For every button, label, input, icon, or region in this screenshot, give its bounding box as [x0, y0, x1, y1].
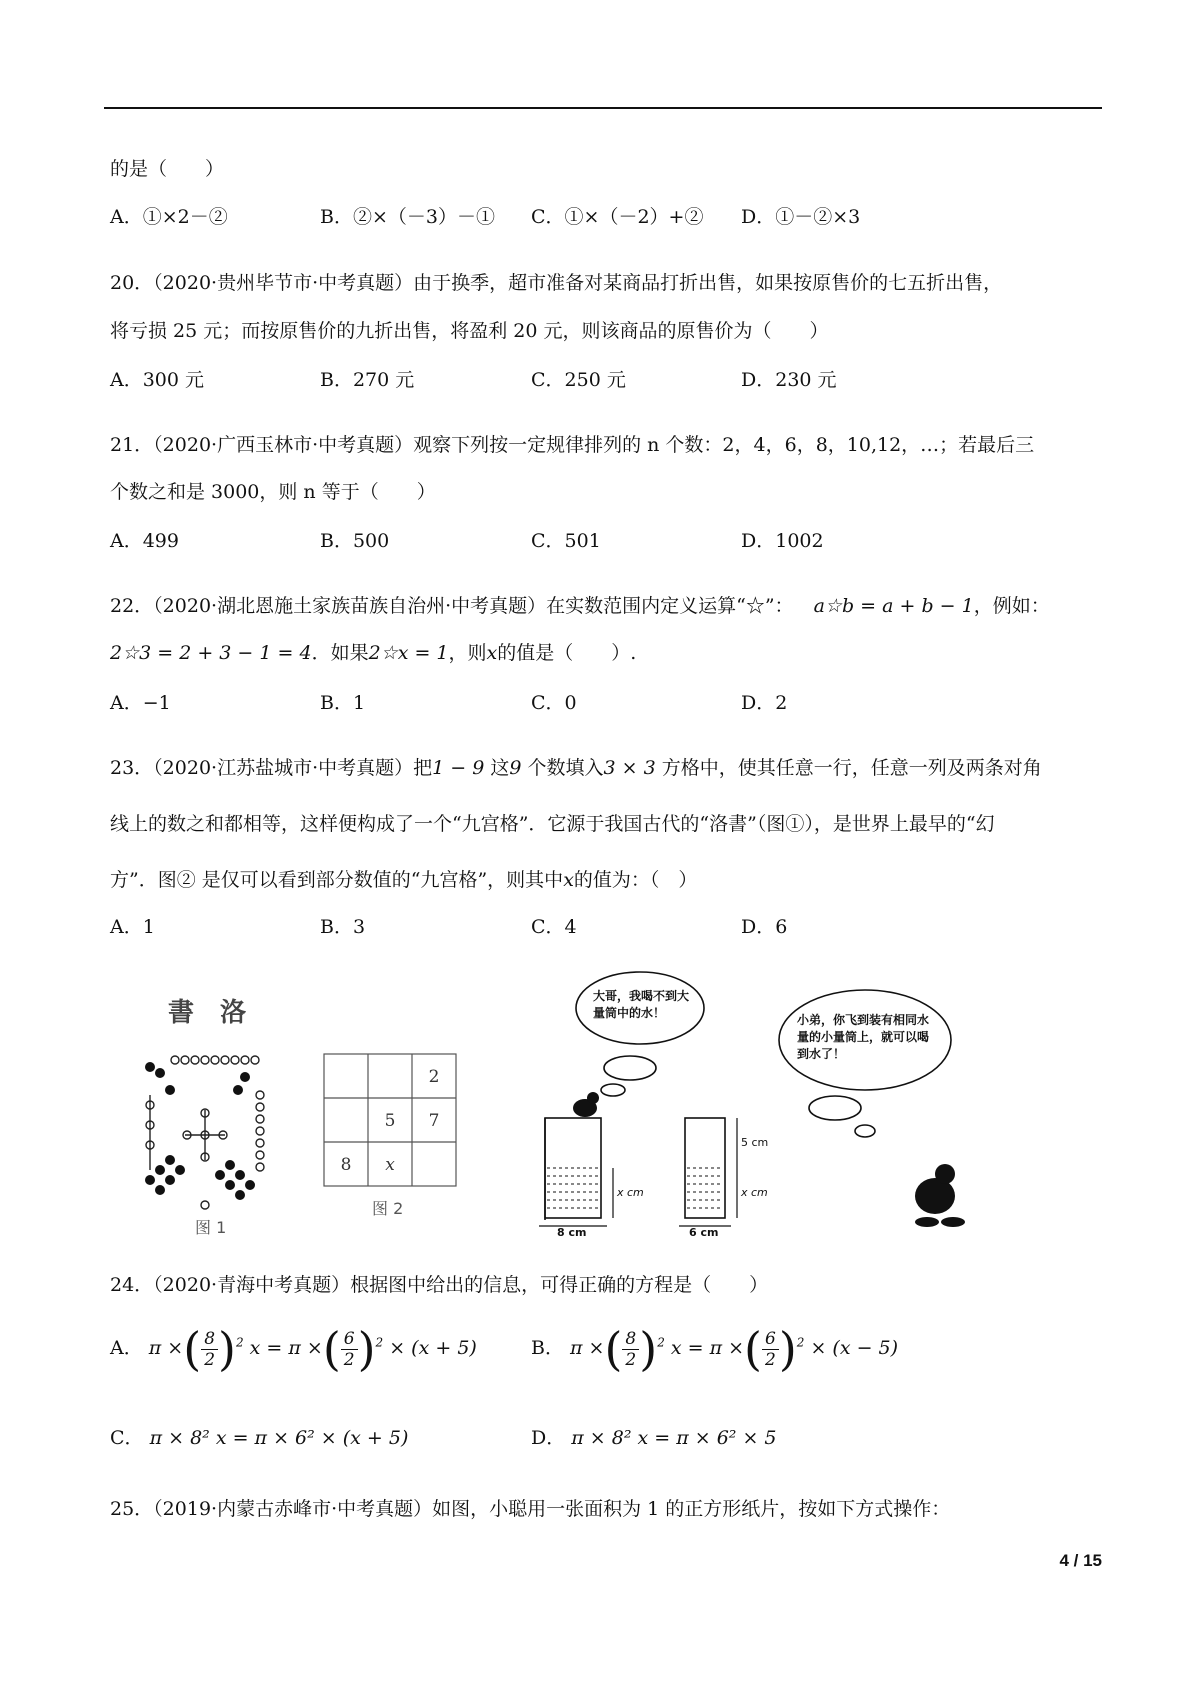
q24-option-d-equation: π × 8² x = π × 6² × 5: [571, 1427, 777, 1449]
q24-option-b-equation: π ×( $\frac{8}{2}$ )$^2$ x = π ×( $\frac{6}{2}$ )$^2$ × (x − 5): [570, 1322, 899, 1376]
luoshu-figure: [130, 995, 280, 1235]
q23-line-1: [110, 755, 1042, 781]
q22-line-2-end: 的值是（ ）.: [497, 642, 637, 664]
grid-cell-r2c2: 5: [384, 1111, 396, 1131]
q23-line-3a: 方”．图② 是仅可以看到部分数值的“九宫格”，则其中: [110, 869, 564, 891]
q22-line-1-text: 22．（2020·湖北恩施土家族苗族自治州·中考真题）在实数范围内定义运算“☆”：: [110, 595, 794, 617]
q24-option-a-label: A．: [110, 1337, 143, 1359]
q24-option-c-equation: π × 8² x = π × 6² × (x + 5): [149, 1427, 409, 1449]
q19-option-d: D．①－②×3: [741, 206, 861, 228]
q23-option-c: C．4: [531, 916, 577, 938]
q24-option-b-label: B．: [531, 1337, 564, 1359]
q23-option-a: A．1: [110, 916, 155, 938]
q24-option-b: [531, 1322, 899, 1376]
figure-2-caption: 图 2: [372, 1199, 404, 1218]
q20-option-c: C．250 元: [531, 369, 626, 391]
q23-option-b: B．3: [320, 916, 366, 938]
q21-option-c: C．501: [531, 530, 601, 552]
q22-example: 2☆3 = 2 + 3 − 1 = 4: [110, 642, 312, 664]
q24-option-a: [110, 1322, 477, 1376]
bubble-big-crow: 小弟，你飞到装有相同水量的小量筒上，就可以喝到水了！: [797, 1013, 930, 1061]
q21-option-d: D．1002: [741, 530, 824, 552]
q22-operation-definition: a☆b = a + b − 1: [813, 595, 974, 617]
q22-option-b: B．1: [320, 692, 366, 714]
q23-line-2: 线上的数之和都相等，这样便构成了一个“九宫格”．它源于我国古代的“洛書”（图①），是世界上最早的“幻: [110, 813, 995, 835]
q22-condition: 2☆x = 1: [368, 642, 449, 664]
q23-x: x: [563, 869, 574, 891]
q22-x: x: [486, 642, 498, 664]
q19-option-c: C．①×（－2）+②: [531, 206, 704, 228]
q24-option-d: [531, 1425, 777, 1451]
q24-option-c-label: C．: [110, 1427, 144, 1449]
q25-line-1: 25．（2019·内蒙古赤峰市·中考真题）如图，小聪用一张面积为 1 的正方形纸片，按如下方式操作：: [110, 1498, 951, 1520]
q19-tail: 的是（ ）: [110, 158, 225, 180]
nine-grid-figure: [322, 1052, 462, 1222]
page-number: 4 / 15: [1059, 1551, 1102, 1570]
q22-if: ．如果: [311, 642, 369, 664]
luoshu-title: 書 洛: [168, 998, 247, 1028]
q23-option-d: D．6: [741, 916, 788, 938]
q23-line-1d: 方格中，使其任意一行，任意一列及两条对角: [661, 757, 1042, 779]
q23-grid-size: 3 × 3: [603, 757, 656, 779]
grid-cell-r2c3: 7: [428, 1111, 440, 1131]
figure-1-caption: 图 1: [195, 1218, 227, 1235]
cylinder-2-extra: 5 cm: [741, 1136, 769, 1149]
cylinder-2-width: 6 cm: [689, 1226, 719, 1239]
q20-line-1: 20．（2020·贵州毕节市·中考真题）由于换季，超市准备对某商品打折出售，如果按原售价的七五折出售，: [110, 272, 1003, 294]
q22-option-c: C．0: [531, 692, 577, 714]
grid-cell-r3c2: x: [385, 1155, 395, 1175]
bubble-small-crow: 大哥，我喝不到大量筒中的水！: [593, 989, 690, 1020]
q21-line-2: 个数之和是 3000，则 n 等于（ ）: [110, 481, 436, 503]
q23-line-1a: 23．（2020·江苏盐城市·中考真题）把: [110, 757, 433, 779]
q22-option-d: D．2: [741, 692, 788, 714]
q21-line-1: 21．（2020·广西玉林市·中考真题）观察下列按一定规律排列的 n 个数：2，4，6，8，10,12，…；若最后三: [110, 434, 1035, 456]
q19-option-a: A．①×2－②: [110, 206, 228, 228]
q21-option-a: A．499: [110, 530, 179, 552]
q23-line-3: [110, 867, 697, 893]
q21-option-b: B．500: [320, 530, 390, 552]
header-rule: [104, 107, 1102, 109]
q20-option-d: D．230 元: [741, 369, 837, 391]
q23-line-1c: 个数填入: [527, 757, 604, 779]
q23-range: 1 − 9: [432, 757, 485, 779]
q23-line-1b: 这: [490, 757, 510, 779]
q20-option-b: B．270 元: [320, 369, 415, 391]
grid-cell-r1c3: 2: [428, 1067, 440, 1087]
grid-cell-r3c1: 8: [340, 1155, 352, 1175]
cylinder-1-width: 8 cm: [557, 1226, 587, 1239]
q24-option-d-label: D．: [531, 1427, 566, 1449]
crow-cylinder-figure: [535, 968, 1015, 1240]
q22-option-a: A．−1: [110, 692, 171, 714]
q22-then: ，则: [448, 642, 487, 664]
q24-line-1: 24．（2020·青海中考真题）根据图中给出的信息，可得正确的方程是（ ）: [110, 1274, 769, 1296]
q23-count: 9: [509, 757, 522, 779]
cylinder-2-height: x cm: [741, 1186, 768, 1199]
q23-line-3b: 的值为：（ ）: [573, 869, 698, 891]
q24-option-a-equation: π ×( $\frac{8}{2}$ )$^2$ x = π ×( $\frac{6}{2}$ )$^2$ × (x + 5): [148, 1322, 477, 1376]
q19-option-b: B．②×（－3）－①: [320, 206, 495, 228]
cylinder-1-height: x cm: [617, 1186, 644, 1199]
q22-line-1: [110, 593, 1050, 619]
q24-option-c: [110, 1425, 408, 1451]
q20-option-a: A．300 元: [110, 369, 205, 391]
q20-line-2: 将亏损 25 元；而按原售价的九折出售，将盈利 20 元，则该商品的原售价为（ ）: [110, 320, 829, 342]
q22-line-2: [110, 640, 636, 666]
q22-line-1-end: ，例如：: [973, 595, 1050, 617]
